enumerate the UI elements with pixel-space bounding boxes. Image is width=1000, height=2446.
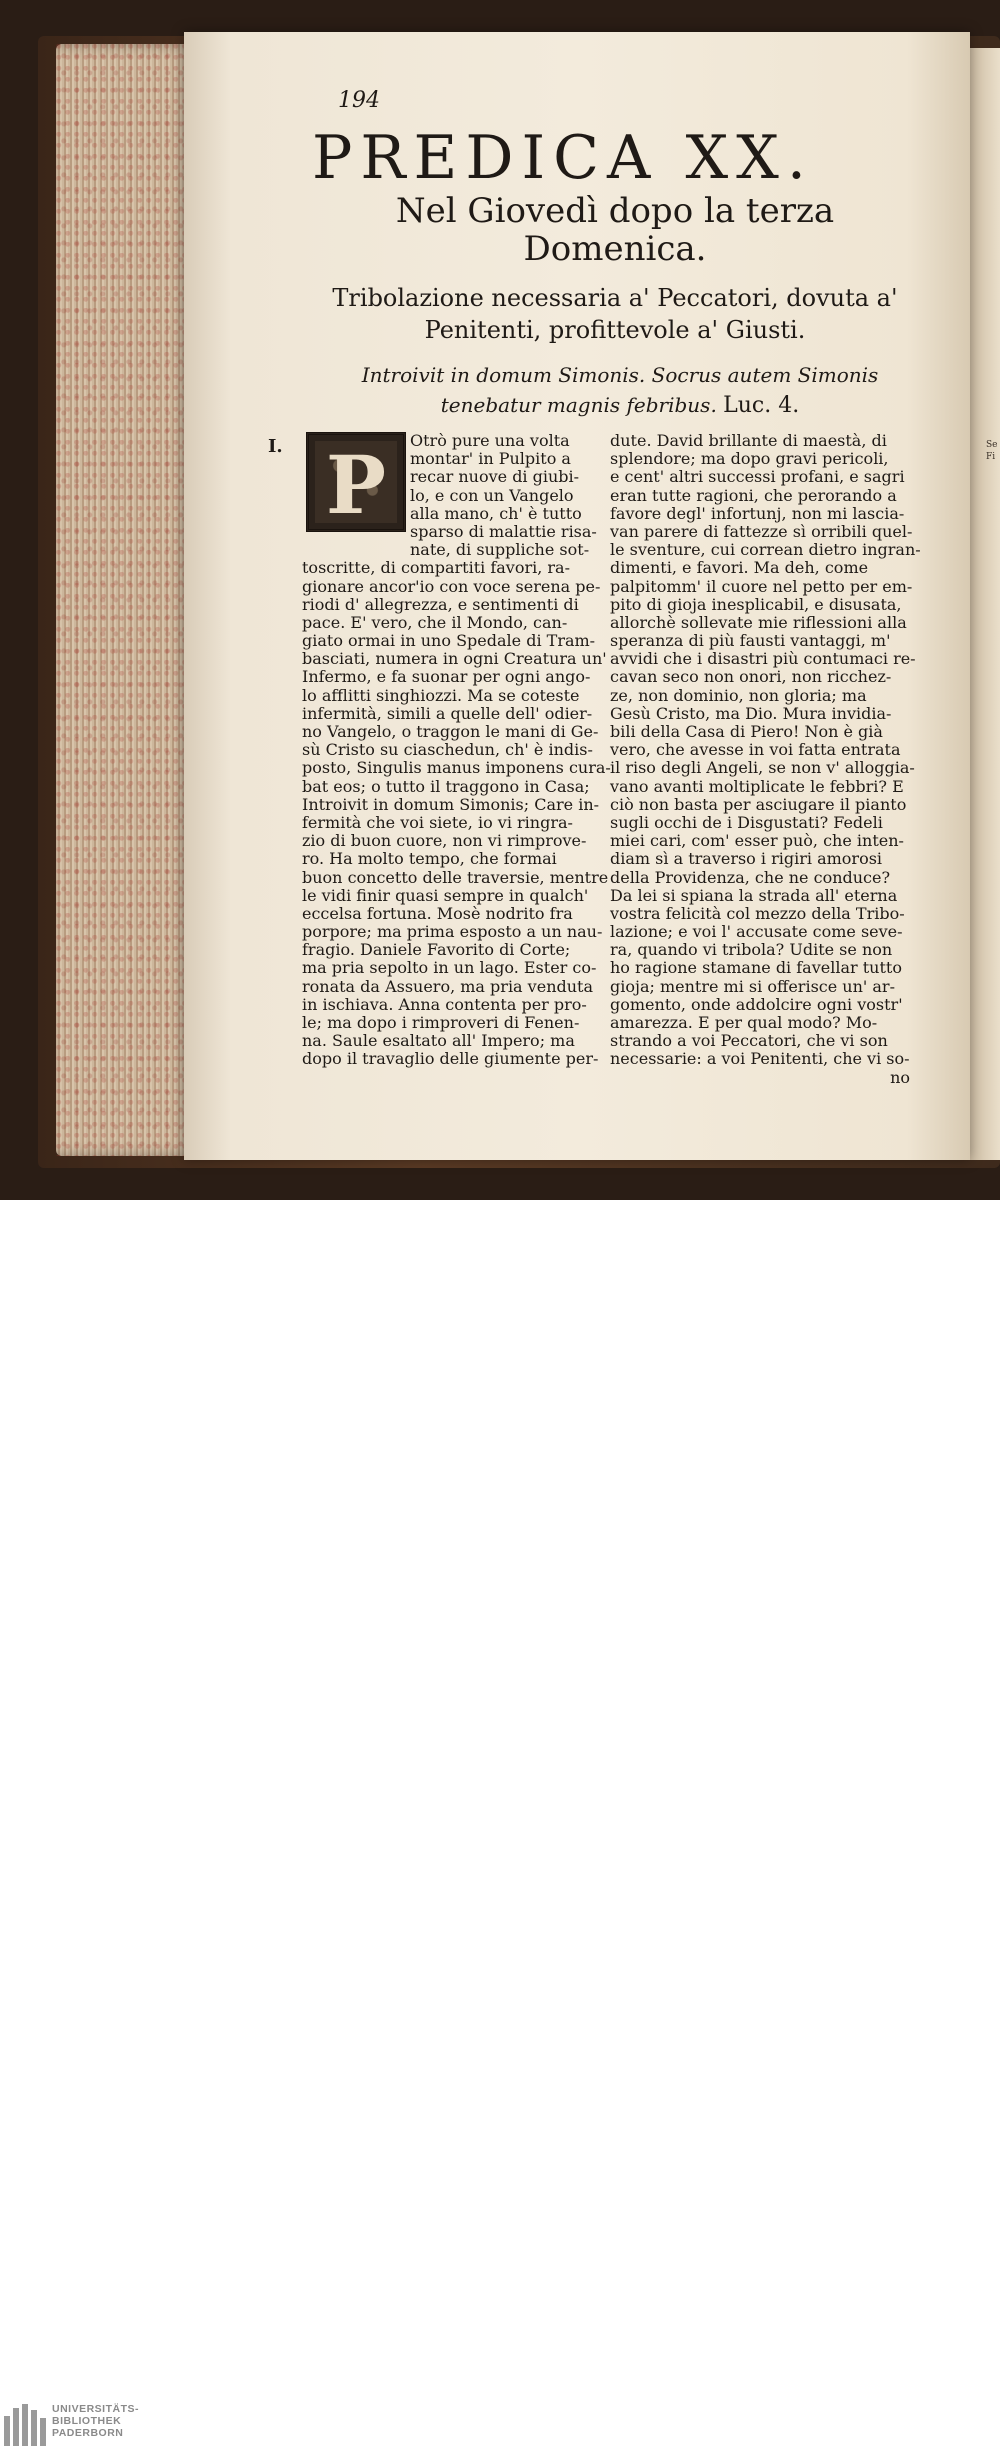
text-line: palpitomm' il cuore nel petto per em- (610, 576, 913, 596)
text-column-right (610, 431, 921, 1087)
text-line: avvidi che i disastri più contumaci re- (610, 649, 916, 669)
text-line: eccelsa fortuna. Mosè nodrito fra (302, 903, 573, 923)
text-line: lo, e con un Vangelo (410, 485, 574, 505)
text-line: bili della Casa di Piero! Non è già (610, 722, 883, 741)
text-line: ze, non dominio, non gloria; ma (610, 685, 867, 705)
text-line: favore degl' infortunj, non mi lascia- (610, 503, 905, 523)
text-line: diam sì a traverso i rigiri amorosi (610, 849, 883, 869)
logo-bars-icon (4, 2404, 46, 2446)
text-line: eran tutte ragioni, che perorando a (610, 485, 897, 505)
text-line: na. Saule esaltato all' Impero; ma (302, 1031, 575, 1051)
text-line: speranza di più fausti vantaggi, m' (610, 631, 891, 651)
next-page-fragment-2: Fi (986, 452, 996, 462)
text-line: vostra felicità col mezzo della Tribo- (610, 903, 905, 923)
theme-line: Tribolazione necessaria a' Peccatori, dovuta a' (332, 284, 898, 312)
text-column-left (302, 431, 611, 1069)
next-page-fragment-1: Se (986, 440, 998, 450)
text-line: della Providenza, che ne conduce? (610, 867, 891, 887)
catchword: no (890, 1067, 910, 1087)
theme (330, 282, 900, 346)
text-line: gomento, onde addolcire ogni vostr' (610, 994, 903, 1014)
text-line: posto, Singulis manus imponens cura- (302, 758, 611, 778)
scripture-quote (330, 360, 910, 421)
text-line: Otrò pure una volta (410, 431, 570, 450)
text-line: dute. David brillante di maestà, di (610, 431, 887, 450)
text-line: pito di gioja inesplicabil, e disusata, (610, 594, 902, 614)
text-line: recar nuove di giubi- (410, 467, 580, 487)
text-line: lazione; e voi l' accusate come seve- (610, 922, 903, 942)
next-page-edge (966, 48, 1000, 1160)
text-line: sù Cristo su ciaschedun, ch' è indis- (302, 740, 593, 760)
text-line: Infermo, e fa suonar per ogni ango- (302, 667, 591, 687)
text-line: Introivit in domum Simonis; Care in- (302, 794, 600, 814)
subtitle-line: Domenica. (523, 229, 707, 269)
library-name (52, 2403, 139, 2439)
library-name-line: UNIVERSITÄTS- (52, 2403, 140, 2415)
text-line: vero, che avesse in voi fatta entrata (610, 740, 901, 760)
initial-letter: P (325, 438, 387, 532)
quote-reference: Luc. 4. (723, 393, 800, 418)
text-line: bat eos; o tutto il traggono in Casa; (302, 776, 590, 796)
text-line: giato ormai in uno Spedale di Tram- (302, 631, 596, 651)
text-line: Gesù Cristo, ma Dio. Mura invidia- (610, 703, 892, 723)
text-line: ronata da Assuero, ma pria venduta (302, 976, 594, 996)
text-line: toscritte, di compartiti favori, ra- (302, 558, 570, 578)
theme-line: Penitenti, profittevole a' Giusti. (424, 316, 806, 344)
text-line: ho ragione stamane di favellar tutto (610, 958, 902, 978)
text-line: no Vangelo, o traggon le mani di Ge- (302, 722, 599, 741)
text-line: le vidi finir quasi sempre in qualch' (302, 885, 589, 905)
text-line: ma pria sepolto in un lago. Ester co- (302, 958, 597, 978)
quote-line-1: Introivit in domum Simonis. Socrus autem Simonis (361, 363, 879, 387)
text-line: ro. Ha molto tempo, che formai (302, 849, 557, 869)
library-name-line: PADERBORN (52, 2427, 124, 2439)
text-line: Da lei si spiana la strada all' eterna (610, 885, 898, 905)
subtitle-line: Nel Giovedì dopo la terza (395, 191, 835, 231)
text-line: sugli occhi de i Disgustati? Fedeli (610, 812, 883, 832)
text-line: e cent' altri successi profani, e sagri (610, 467, 905, 487)
text-line: ciò non basta per asciugare il pianto (610, 794, 907, 814)
text-line: dopo il travaglio delle giumente per- (302, 1049, 599, 1069)
text-line: montar' in Pulpito a (410, 449, 571, 469)
text-line: ra, quando vi tribola? Udite se non (610, 940, 893, 960)
text-line: lo afflitti singhiozzi. Ma se coteste (302, 685, 580, 705)
text-line: alla mano, ch' è tutto (410, 503, 582, 523)
text-line: splendore; ma dopo gravi pericoli, (610, 449, 889, 469)
page-number: 194 (338, 88, 380, 113)
text-line: vano avanti moltiplicate le febbri? E (610, 776, 904, 796)
text-line: amarezza. E per qual modo? Mo- (610, 1013, 878, 1032)
text-line: pace. E' vero, che il Mondo, can- (302, 612, 568, 632)
text-line: zio di buon cuore, non vi rimprove- (302, 831, 587, 851)
text-line: porpore; ma prima esposto a un nau- (302, 922, 603, 942)
text-line: buon concetto delle traversie, mentre (302, 867, 609, 887)
section-number: I. (268, 436, 283, 457)
quote-line-2 (330, 390, 910, 421)
text-line: basciati, numera in ogni Creatura un' (302, 649, 607, 669)
page-title: PREDICA XX. (312, 123, 814, 193)
text-line: nate, di suppliche sot- (410, 540, 590, 560)
text-line: fragio. Daniele Favorito di Corte; (302, 940, 571, 960)
text-line: infermità, simili a quelle dell' odier- (302, 703, 593, 723)
page-edges (56, 44, 196, 1156)
quote-text: tenebatur magnis febribus. (440, 393, 717, 417)
text-line: dimenti, e favori. Ma deh, come (610, 558, 869, 578)
text-line: van parere di fattezze sì orribili quel- (610, 521, 913, 541)
text-line: gioja; mentre mi si offerisce un' ar- (610, 976, 895, 996)
book-scan (0, 0, 1000, 1200)
library-name-line: BIBLIOTHEK (52, 2415, 122, 2427)
subtitle (340, 192, 890, 268)
text-line: gionare ancor'io con voce serena pe- (302, 576, 601, 596)
text-line: miei cari, com' esser può, che inten- (610, 831, 904, 851)
text-line: necessarie: a voi Penitenti, che vi so- (610, 1049, 910, 1069)
text-line: le; ma dopo i rimproveri di Fenen- (302, 1013, 580, 1032)
text-line: riodi d' allegrezza, e sentimenti di (302, 594, 579, 614)
text-line: le sventure, cui correan dietro ingran- (610, 540, 921, 560)
text-line: fermità che voi siete, io vi ringra- (302, 812, 573, 832)
library-logo (0, 1200, 1000, 2439)
text-line: sparso di malattie risa- (410, 521, 597, 541)
text-line: cavan seco non onori, non ricchez- (610, 667, 892, 687)
text-line: strando a voi Peccatori, che vi son (610, 1031, 888, 1051)
text-line: il riso degli Angeli, se non v' alloggia- (610, 758, 915, 778)
text-line: in ischiava. Anna contenta per pro- (302, 994, 587, 1014)
text-line: allorchè sollevate mie riflessioni alla (610, 612, 907, 632)
